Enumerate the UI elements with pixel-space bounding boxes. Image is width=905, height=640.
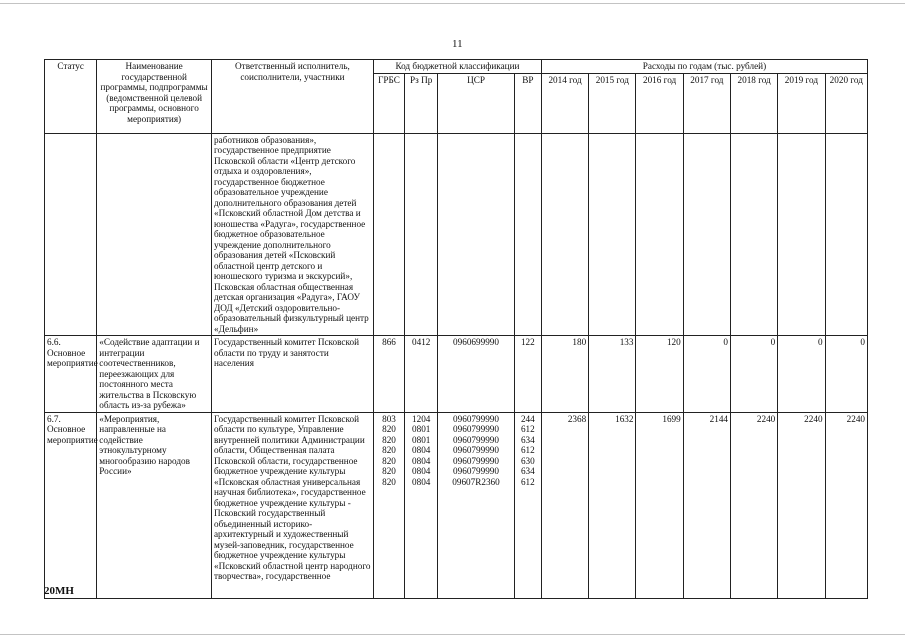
code-line: 1204 (412, 413, 431, 424)
table-row (45, 412, 868, 598)
code-line: 630 (520, 455, 535, 466)
value-2014: 180 (541, 336, 588, 413)
code-line: 0804 (412, 445, 431, 455)
value-2018: 0 (731, 336, 778, 413)
code-line: 0801 (412, 424, 431, 434)
value-2017: 2144 (683, 412, 730, 598)
header-executor: Ответственный исполнитель, соисполнители, участники (211, 60, 373, 134)
code-line: 820 (382, 445, 396, 455)
value-2016: 1699 (636, 412, 683, 598)
value-2019: 0 (778, 336, 825, 413)
grbs-cell (373, 412, 404, 598)
table-row (45, 133, 868, 336)
header-year: 2014 год (541, 73, 588, 133)
code-line: 0960799990 (453, 434, 499, 445)
executor-cell: Государственный комитет Псковской области по культуре, Управление внутренней политики Администрации области, Общественная палата Псковской области, государственное бюджетное учреждение культуры «Псковская областная универсальная научная библиотека», государственное бюджетное учреждение культуры - Псковский государственный объединенный историко-архитектурный и художественный музей-заповедник, государственное бюджетное учреждение культуры «Псковский областной центр народного творчества», государственное (211, 412, 373, 598)
table-row (45, 336, 868, 413)
value-2016: 120 (636, 336, 683, 413)
code-line: 820 (382, 455, 396, 466)
grbs-cell (373, 336, 404, 413)
code-line: 820 (382, 466, 396, 476)
page-number: 11 (452, 38, 463, 50)
code-line: 612 (520, 476, 535, 487)
name-cell: «Содействие адаптации и интеграции соотечественников, переезжающих для постоянного места жительства в Псковскую область из-за рубежа» (97, 336, 212, 413)
rzpr-cell (405, 412, 438, 598)
header-year: 2018 год (731, 73, 778, 133)
header-name: Наименование государственной программы, подпрограммы (ведомственной целевой программы, основного мероприятия) (97, 60, 212, 134)
value-2017: 0 (683, 336, 730, 413)
csr-cell (438, 412, 514, 598)
code-line: 0960799990 (453, 413, 499, 424)
code-line: 0960799990 (453, 424, 499, 434)
value-2018: 2240 (731, 412, 778, 598)
code-line: 0960799990 (453, 445, 499, 455)
header-year: 2019 год (778, 73, 825, 133)
code-line: 634 (520, 434, 535, 445)
code-line: 244 (520, 413, 535, 424)
code-line: 820 (382, 434, 396, 445)
header-grbs: ГРБС (373, 73, 404, 133)
code-line: 0804 (412, 455, 431, 466)
status-cell (45, 133, 97, 336)
value-2020: 0 (825, 336, 867, 413)
code-line: 0801 (412, 434, 431, 445)
code-line: 866 (382, 337, 396, 347)
header-year: 2015 год (589, 73, 636, 133)
code-line: 0960699990 (453, 337, 499, 347)
code-line: 612 (520, 445, 535, 455)
code-line: 0804 (412, 466, 431, 476)
header-year: 2016 год (636, 73, 683, 133)
csr-cell (438, 336, 514, 413)
code-line: 820 (382, 476, 396, 487)
executor-cell: Государственный комитет Псковской области по труду и занятости населения (211, 336, 373, 413)
header-year: 2017 год (683, 73, 730, 133)
value-2019: 2240 (778, 412, 825, 598)
code-line: 0412 (412, 337, 431, 347)
code-line: 0960799990 (453, 466, 499, 476)
code-line: 803 (382, 413, 396, 424)
code-line: 820 (382, 424, 396, 434)
value-2020: 2240 (825, 412, 867, 598)
budget-table (44, 59, 868, 599)
footer-code: 20МН (44, 585, 74, 597)
value-2015: 133 (589, 336, 636, 413)
header-rzpr: Рз Пр (405, 73, 438, 133)
code-line: 634 (520, 466, 535, 476)
value-2014: 2368 (541, 412, 588, 598)
header-year: 2020 год (825, 73, 867, 133)
code-line: 122 (520, 337, 535, 347)
name-cell: «Мероприятия, направленные на содействие этнокультурному многообразию народов России» (97, 412, 212, 598)
header-status: Статус (45, 60, 97, 134)
name-cell (97, 133, 212, 336)
header-vr: ВР (514, 73, 541, 133)
code-line: 0960799990 (453, 455, 499, 466)
vr-cell (514, 412, 541, 598)
status-cell: 6.7. Основное мероприятие (45, 412, 97, 598)
value-2015: 1632 (589, 412, 636, 598)
header-budget-classification: Код бюджетной классификации (373, 60, 541, 74)
vr-cell (514, 336, 541, 413)
code-line: 0804 (412, 476, 431, 487)
header-csr: ЦСР (438, 73, 514, 133)
rzpr-cell (405, 336, 438, 413)
header-expenses: Расходы по годам (тыс. рублей) (541, 60, 867, 74)
executor-cell: работников образования», государственное предприятие Псковской области «Центр детского отдыха и оздоровления», государственное бюджетное образовательное учреждение дополнительного образования детей «Псковский областной Дом детства и юношества «Радуга», государственное бюджетное образовательное учреждение дополнительного образования детей «Псковский областной центр детского и юношеского туризма и экскурсий», Псковская областная общественная детская организация «Радуга», ГАОУ ДОД «Детский оздоровительно-образовательный физкультурный центр «Дельфин» (211, 133, 373, 336)
status-cell: 6.6. Основное мероприятие (45, 336, 97, 413)
code-line: 09607R2360 (452, 476, 500, 487)
code-line: 612 (520, 424, 535, 434)
